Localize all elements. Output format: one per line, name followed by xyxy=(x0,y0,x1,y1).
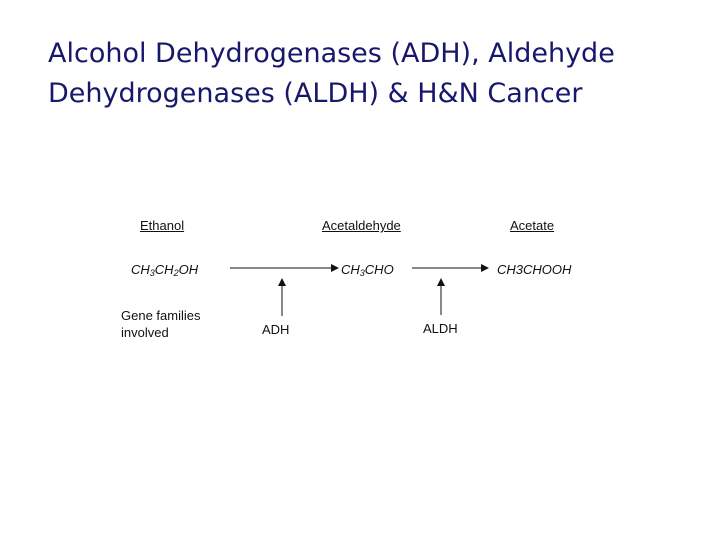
acetate-header: Acetate xyxy=(510,218,555,233)
adh-label: ADH xyxy=(262,322,290,337)
ethanol-formula: $CH_3CH_2OH$ xyxy=(131,262,199,278)
gene-families-label: Gene families involved xyxy=(121,308,201,340)
acetate-formula: CH3CHOOH xyxy=(497,262,572,277)
ethanol-header: Ethanol xyxy=(140,218,185,233)
acetaldehyde-formula: $CH_3CHO$ xyxy=(341,262,394,278)
acetaldehyde-header: Acetaldehyde xyxy=(322,218,401,233)
aldh-label: ALDH xyxy=(423,321,458,336)
slide-title: Alcohol Dehydrogenases (ADH), Aldehyde Dehydrogenases (ALDH) & H&N Cancer xyxy=(48,38,615,109)
